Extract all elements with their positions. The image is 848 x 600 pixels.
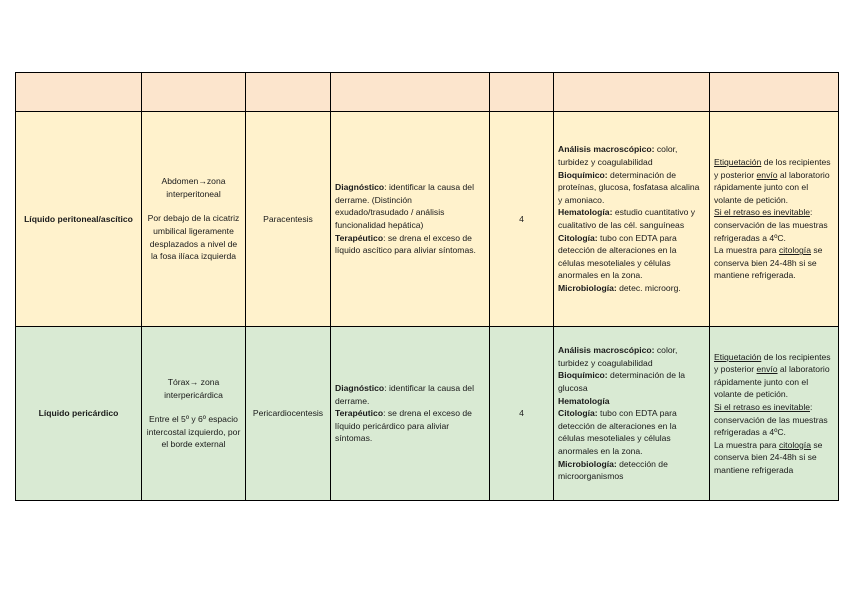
sending-word: envío [756, 364, 778, 375]
therapeutic-label: Terapéutico [335, 232, 384, 243]
delay-text: : conservación de las muestras refrigeradas a 4ºC. [714, 401, 828, 438]
analysis-label: Bioquímico: [558, 370, 608, 381]
handling-cell [710, 112, 839, 327]
analysis-label: Citología: [558, 232, 598, 243]
header-cell [554, 73, 710, 112]
analysis-cell [554, 327, 710, 501]
location-region: Abdomen→zona interperitoneal [161, 176, 226, 199]
header-cell [331, 73, 490, 112]
number-cell: 4 [490, 327, 554, 501]
analysis-cell [554, 112, 710, 327]
analysis-text: tubo con EDTA para detección de alteraciones en la células mesoteliales y células anormales en la zona. [558, 232, 677, 281]
cytology-word: citología [778, 439, 811, 450]
analysis-text: estudio cuantitativo y cualitativo de las cél. sanguíneas [558, 207, 696, 230]
table-row [16, 112, 839, 327]
analysis-text: determinación de la glucosa [558, 370, 686, 394]
sending-word: envío [756, 169, 778, 180]
labeling-word: Etiquetación [714, 157, 762, 168]
analysis-text: detección de microorganismos [558, 458, 668, 482]
diagnostic-text: : identificar la causa del derrame. (Distinción exudado/trasudado / análisis funcionalidad hepática) [335, 182, 474, 230]
diagnostic-label: Diagnóstico [335, 383, 385, 394]
header-cell [710, 73, 839, 112]
analysis-item [558, 282, 705, 295]
analysis-item [558, 395, 705, 408]
fluids-table [15, 72, 839, 501]
table-row [16, 327, 839, 501]
therapeutic-text: : se drena el exceso de líquido pericárdico para aliviar síntomas. [335, 408, 472, 444]
analysis-text: determinación de proteínas, glucosa, fosfatasa alcalina y amoniaco. [558, 169, 700, 205]
purpose-cell [331, 327, 490, 501]
analysis-text: color, turbidez y coagulabilidad [558, 144, 678, 168]
analysis-label: Hematología: [558, 207, 613, 218]
purpose-cell [331, 112, 490, 327]
sending-text: al laboratorio rápidamente junto con el volante de petición. [714, 169, 830, 205]
cytology-word: citología [778, 245, 811, 256]
location-site: Por debajo de la cicatriz umbilical ligeramente desplazados a nivel de la fosa ilíaca izquierda [147, 213, 240, 262]
sending-text: al laboratorio rápidamente junto con el volante de petición. [714, 364, 830, 400]
analysis-item [558, 206, 705, 231]
analysis-item [558, 344, 705, 369]
header-row [16, 73, 839, 112]
fluid-name: Líquido pericárdico [16, 327, 142, 501]
handling-cell [710, 327, 839, 501]
therapeutic-label: Terapéutico [335, 408, 384, 419]
analysis-label: Bioquímico: [558, 169, 608, 180]
fluid-name: Líquido peritoneal/ascítico [16, 112, 142, 327]
analysis-text: color, turbidez y coagulabilidad [558, 345, 678, 368]
analysis-text: detec. microorg. [616, 282, 681, 293]
delay-text: : conservación de las muestras refrigeradas a 4ºC. [714, 207, 828, 243]
header-cell [246, 73, 331, 112]
labeling-word: Etiquetación [714, 351, 762, 362]
cytology-pre: La muestra para [714, 439, 779, 450]
labeling-text: de los recipientes y posterior [714, 351, 831, 375]
analysis-label: Análisis macroscópico: [558, 345, 655, 356]
cytology-pre: La muestra para [714, 245, 779, 256]
delay-phrase: Si el retraso es inevitable [714, 401, 811, 412]
analysis-item [558, 143, 705, 168]
diagnostic-text: : identificar la causa del derrame. [335, 383, 474, 406]
header-cell [490, 73, 554, 112]
location-site: Entre el 5º y 6º espacio intercostal izquierdo, por el borde external [146, 414, 241, 450]
analysis-label: Análisis macroscópico: [558, 144, 655, 155]
analysis-text: tubo con EDTA para detección de alteraciones en la células mesoteliales y células anormales en la zona. [558, 408, 677, 456]
analysis-item [558, 407, 705, 457]
diagnostic-label: Diagnóstico [335, 182, 385, 193]
delay-phrase: Si el retraso es inevitable [714, 207, 811, 218]
location-cell [142, 112, 246, 327]
procedure-cell: Paracentesis [246, 112, 331, 327]
therapeutic-text: : se drena el exceso de líquido ascítico para aliviar síntomas. [335, 232, 476, 256]
analysis-label: Hematología [558, 395, 610, 406]
cytology-text: se conserva bien 24-48h si se mantiene refrigerada. [714, 245, 823, 281]
cytology-text: se conserva bien 24-48h si se mantiene refrigerada [714, 439, 823, 475]
procedure-cell: Pericardiocentesis [246, 327, 331, 501]
header-cell [16, 73, 142, 112]
analysis-item [558, 169, 705, 207]
location-cell [142, 327, 246, 501]
labeling-text: de los recipientes y posterior [714, 157, 831, 180]
analysis-item [558, 232, 705, 282]
analysis-item [558, 458, 705, 483]
location-region: Tórax→ zona interpericárdica [164, 377, 223, 400]
analysis-label: Microbiología: [558, 282, 617, 293]
header-cell [142, 73, 246, 112]
number-cell: 4 [490, 112, 554, 327]
analysis-item [558, 369, 705, 394]
analysis-label: Microbiología: [558, 458, 617, 469]
analysis-label: Citología: [558, 408, 598, 419]
